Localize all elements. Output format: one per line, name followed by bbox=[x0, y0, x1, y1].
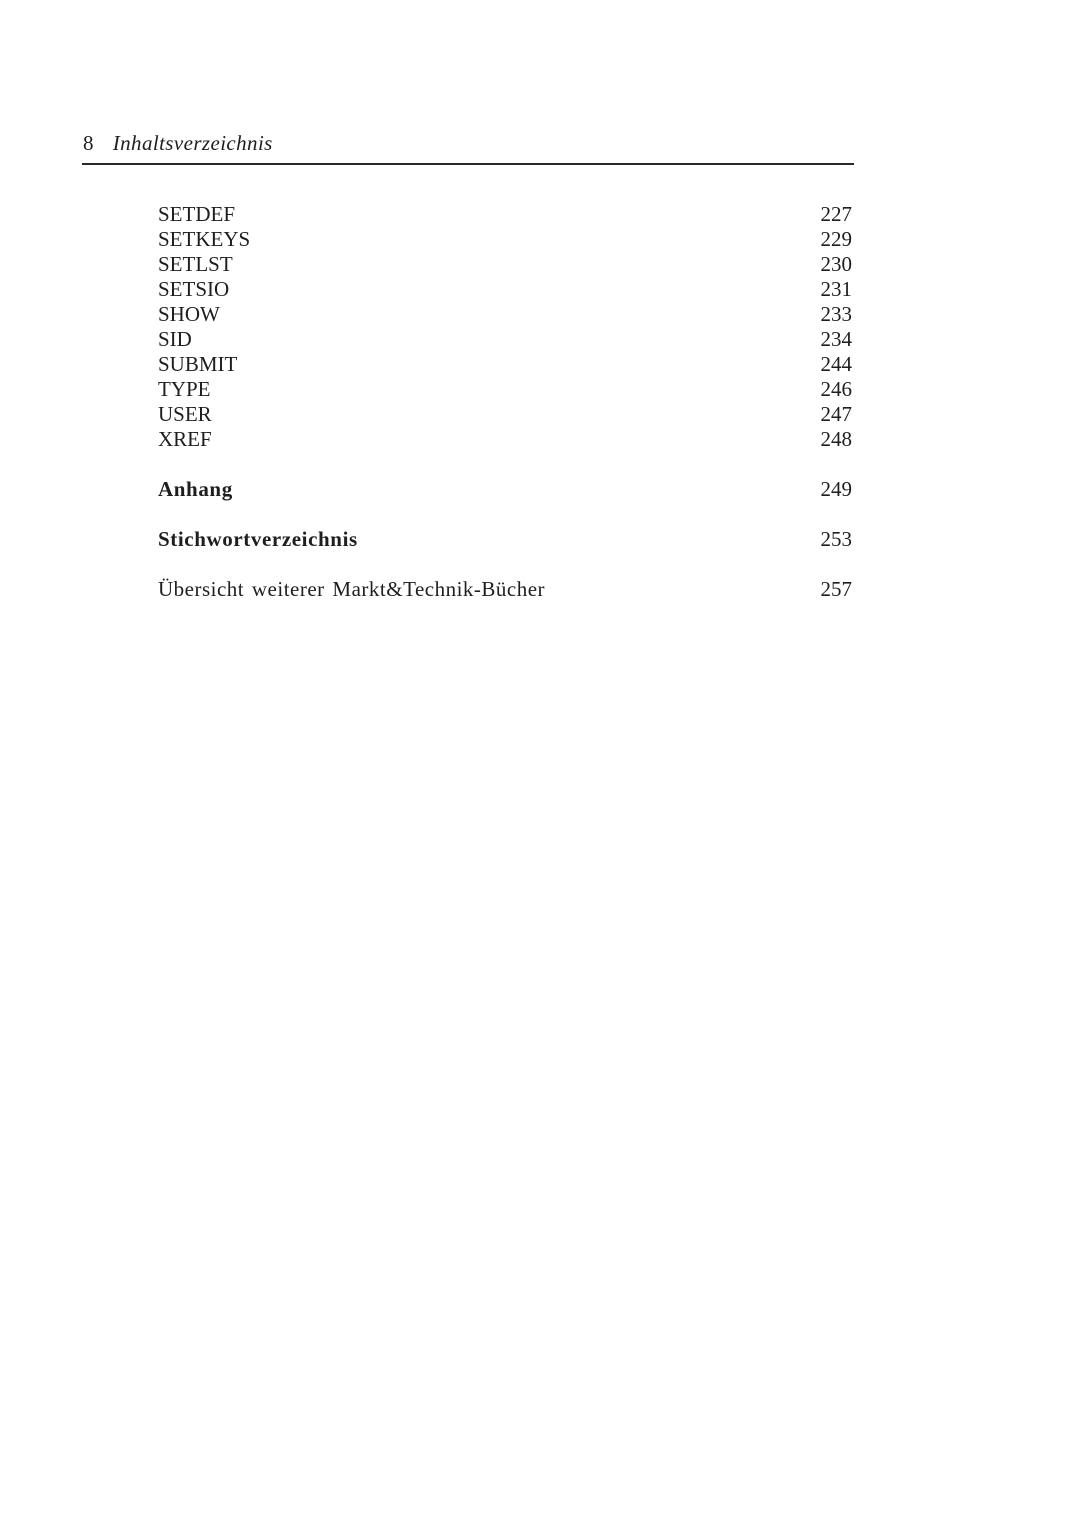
toc-entry-label: SID bbox=[158, 327, 192, 351]
toc-entry-page: 231 bbox=[820, 277, 852, 301]
toc-entry-label: Stichwortverzeichnis bbox=[158, 527, 358, 551]
toc-entry-page: 229 bbox=[820, 227, 852, 251]
toc-entry-show bbox=[158, 301, 852, 327]
toc-entry-setdef bbox=[158, 201, 852, 227]
toc-entry-type bbox=[158, 376, 852, 402]
toc-entry-page: 253 bbox=[820, 527, 852, 551]
toc-entry-label: TYPE bbox=[158, 377, 211, 401]
toc-entry-label: Übersicht weiterer Markt&Technik-Bücher bbox=[158, 577, 546, 601]
toc-entry-setkeys bbox=[158, 226, 852, 252]
toc-entry-page: 248 bbox=[820, 427, 852, 451]
toc-entry-page: 257 bbox=[820, 577, 852, 601]
toc-entry-label: SUBMIT bbox=[158, 352, 238, 376]
toc-entry-label: SETKEYS bbox=[158, 227, 251, 251]
toc-entry-label: SETSIO bbox=[158, 277, 230, 301]
running-title: Inhaltsverzeichnis bbox=[112, 131, 273, 155]
toc-entry-label: Anhang bbox=[158, 477, 233, 501]
toc-entry-label: SETDEF bbox=[158, 202, 236, 226]
toc-entry-page: 249 bbox=[820, 477, 852, 501]
toc-entry-page: 234 bbox=[820, 327, 852, 351]
toc-entry-page: 246 bbox=[820, 377, 852, 401]
toc-entry-page: 233 bbox=[820, 302, 852, 326]
toc-entry-page: 227 bbox=[820, 202, 852, 226]
toc-entry-page: 230 bbox=[820, 252, 852, 276]
toc-entry-uebersicht bbox=[158, 576, 852, 602]
toc-entry-label: USER bbox=[158, 402, 212, 426]
toc-entry-label: XREF bbox=[158, 427, 212, 451]
toc-entry-user bbox=[158, 401, 852, 427]
toc-entry-page: 244 bbox=[820, 352, 852, 376]
toc-entry-submit bbox=[158, 351, 852, 377]
toc-entry-setsio bbox=[158, 276, 852, 302]
toc-entry-label: SETLST bbox=[158, 252, 233, 276]
page-number: 8 bbox=[83, 131, 94, 155]
header-rule bbox=[82, 163, 854, 165]
toc-entry-label: SHOW bbox=[158, 302, 220, 326]
toc-entry-page: 247 bbox=[820, 402, 852, 426]
toc-entry-xref bbox=[158, 426, 852, 452]
toc-entry-sid bbox=[158, 326, 852, 352]
page-header bbox=[82, 128, 854, 162]
toc-entry-anhang bbox=[158, 476, 852, 502]
toc-entry-stichwortverzeichnis bbox=[158, 526, 852, 552]
toc-entry-setlst bbox=[158, 251, 852, 277]
